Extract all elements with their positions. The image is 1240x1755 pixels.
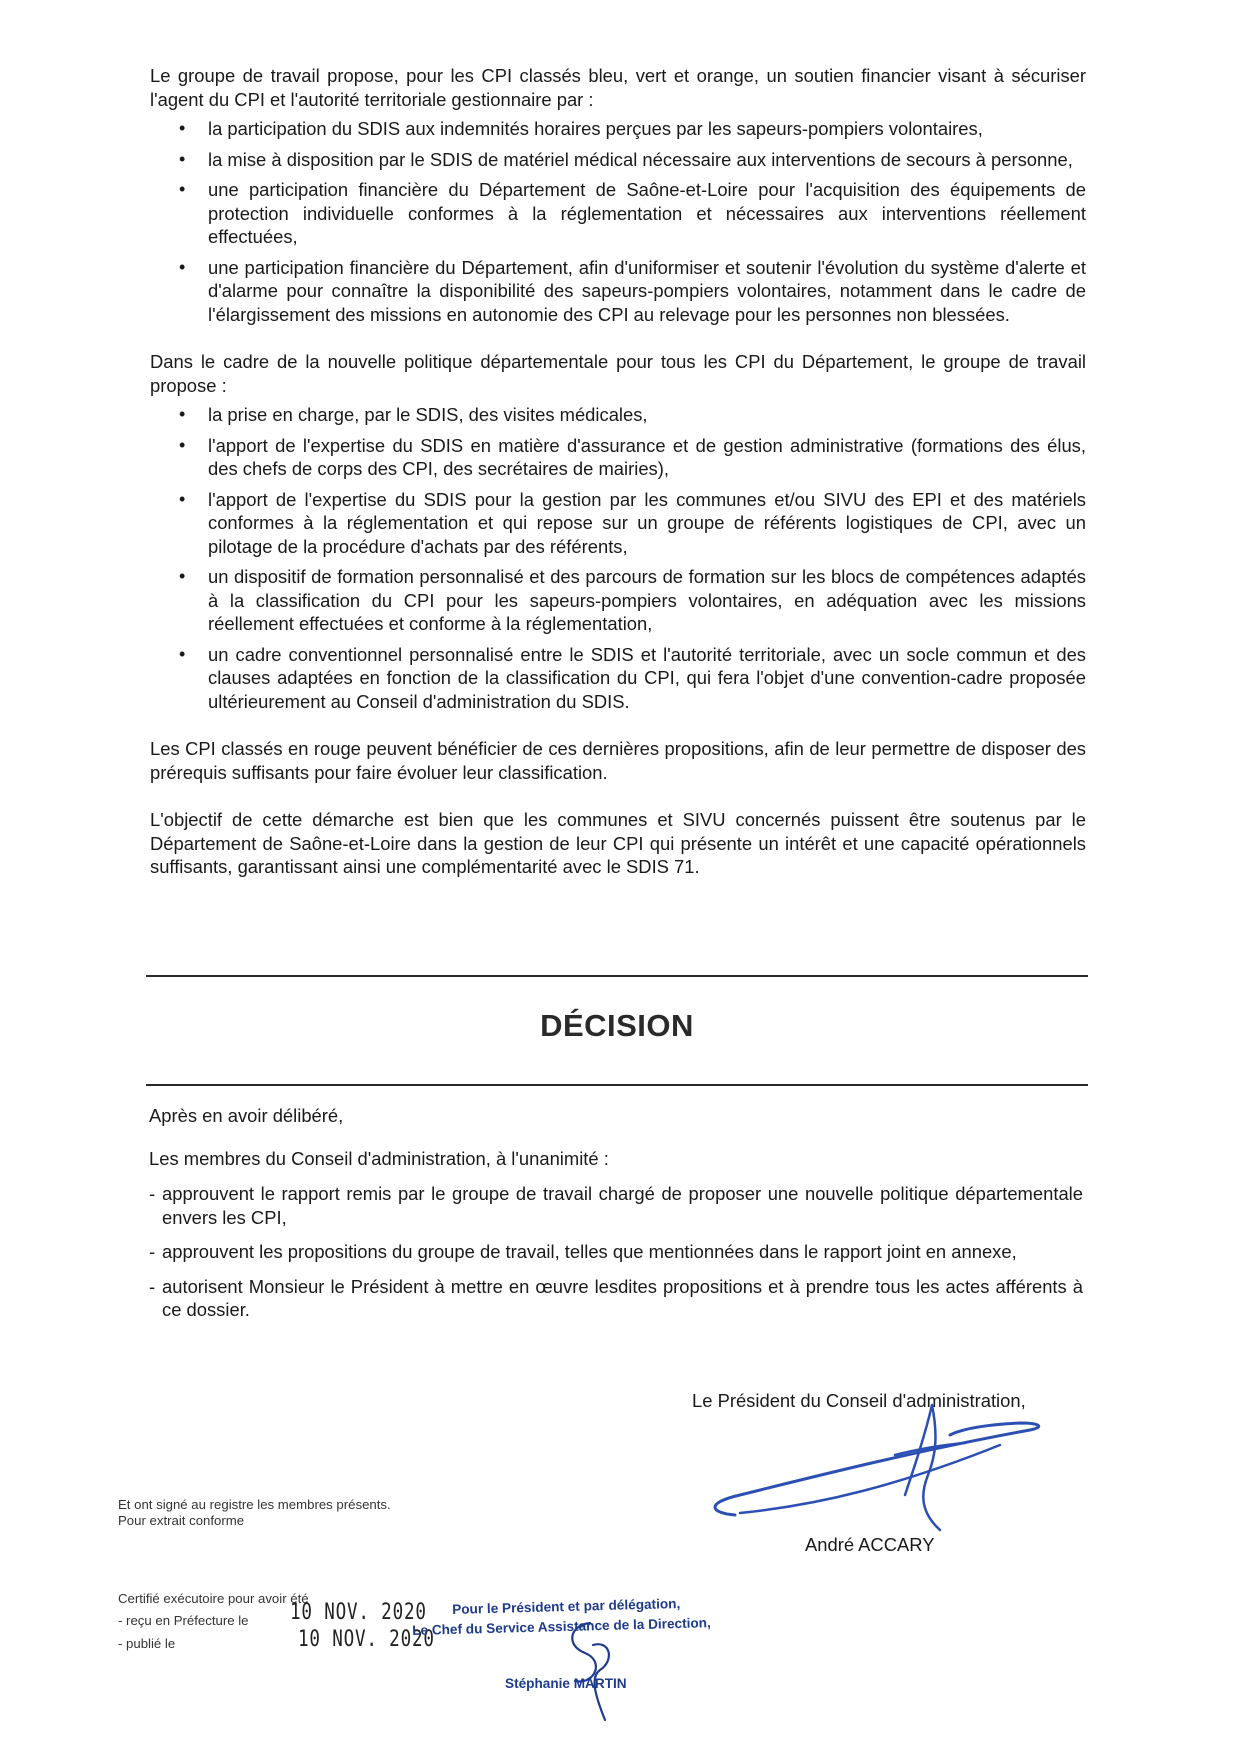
dash-marker: -	[149, 1183, 156, 1204]
list-item: • un cadre conventionnel personnalisé entre le SDIS et l'autorité territoriale, avec un socle commun et des clauses adaptées en fonction de la classification du CPI, qui fera l'objet d'une convention-cadre proposée ultérieurement au Conseil d'administration du SDIS.	[150, 643, 1086, 714]
objective-paragraph: L'objectif de cette démarche est bien que les communes et SIVU concernés puissent être soutenus par le Département de Saône-et-Loire dans la gestion de leur CPI qui présente un intérêt et une capacité opérationnels suffisants, garantissant ainsi une complémentarité avec le SDIS 71.	[150, 809, 1086, 877]
date-received-stamp: 10 NOV. 2020	[290, 1600, 427, 1625]
report-body	[150, 64, 1086, 903]
decision-item	[149, 1182, 1083, 1229]
list-item: • une participation financière du Département, afin d'uniformiser et soutenir l'évolution du système d'alerte et d'alarme pour connaître la disponibilité des sapeurs-pompiers volontaires, notamment dans le cadre de l'élargissement des missions en autonomie des CPI au relevage pour les personnes non blessées.	[150, 256, 1086, 327]
intro-paragraph: Le groupe de travail propose, pour les CPI classés bleu, vert et orange, un soutien financier visant à sécuriser l'agent du CPI et l'autorité territoriale gestionnaire par :	[150, 65, 1086, 110]
delegate-name-stamp: Stéphanie MARTIN	[505, 1676, 627, 1691]
policy-list	[150, 403, 1086, 713]
published-line: - publié le	[118, 1636, 176, 1651]
decision-body	[149, 1104, 1083, 1333]
list-item: • l'apport de l'expertise du SDIS en matière d'assurance et de gestion administrative (formations des élus, des chefs de corps des CPI, des secrétaires de mairies),	[150, 434, 1086, 481]
dash-marker: -	[149, 1241, 156, 1262]
decision-item	[149, 1275, 1083, 1322]
dash-marker: -	[149, 1275, 156, 1297]
list-item: • la participation du SDIS aux indemnités horaires perçues par les sapeurs-pompiers volontaires,	[150, 117, 1086, 141]
intro-list	[150, 117, 1086, 326]
red-cpi-paragraph: Les CPI classés en rouge peuvent bénéficier de ces dernières propositions, afin de leur permettre de disposer des prérequis suffisants pour faire évoluer leur classification.	[150, 738, 1086, 783]
signed-register-note	[118, 1497, 391, 1529]
extract-line: Pour extrait conforme	[118, 1513, 245, 1528]
president-signature	[700, 1395, 1060, 1535]
deliberated-line: Après en avoir délibéré,	[149, 1105, 344, 1126]
decision-title: DÉCISION	[540, 1008, 694, 1043]
decision-item-text: approuvent le rapport remis par le groupe de travail chargé de proposer une nouvelle politique départementale envers les CPI,	[162, 1183, 1083, 1228]
list-item: • l'apport de l'expertise du SDIS pour la gestion par les communes et/ou SIVU des EPI et des matériels conformes à la réglementation et qui repose sur un groupe de référents logistiques de CPI, avec un pilotage de la procédure d'achats par des référents,	[150, 488, 1086, 559]
list-item: • un dispositif de formation personnalisé et des parcours de formation sur les blocs de compétences adaptés à la classification du CPI pour les sapeurs-pompiers volontaires, en adéquation avec les missions réellement effectuées et conforme à la réglementation,	[150, 565, 1086, 636]
delegate-signature	[545, 1615, 645, 1725]
list-item: • la mise à disposition par le SDIS de matériel médical nécessaire aux interventions de secours à personne,	[150, 148, 1086, 172]
delegation-stamp-line1: Pour le Président et par délégation,	[452, 1596, 681, 1617]
divider-top	[146, 975, 1088, 977]
date-published-stamp: 10 NOV. 2020	[298, 1627, 435, 1652]
received-line: - reçu en Préfecture le	[118, 1613, 249, 1628]
president-title: Le Président du Conseil d'administration,	[692, 1390, 1026, 1411]
decision-item-text: approuvent les propositions du groupe de travail, telles que mentionnées dans le rapport joint en annexe,	[162, 1241, 1017, 1262]
members-line: Les membres du Conseil d'administration, à l'unanimité :	[149, 1147, 609, 1169]
signed-line: Et ont signé au registre les membres présents.	[118, 1497, 391, 1512]
policy-paragraph: Dans le cadre de la nouvelle politique départementale pour tous les CPI du Département, le groupe de travail propose :	[150, 351, 1086, 396]
delegation-stamp-line2: Le Chef du Service Assistance de la Direction,	[412, 1615, 711, 1638]
president-name: André ACCARY	[805, 1534, 935, 1555]
decision-item	[149, 1240, 1083, 1264]
divider-bottom	[146, 1084, 1088, 1086]
decision-item-text: autorisent Monsieur le Président à mettre en œuvre lesdites propositions et à prendre tous les actes afférents à ce dossier.	[162, 1275, 1083, 1320]
list-item: • la prise en charge, par le SDIS, des visites médicales,	[150, 403, 1086, 427]
list-item: • une participation financière du Département de Saône-et-Loire pour l'acquisition des équipements de protection individuelle conformes à la réglementation et nécessaires aux interventions réellement effectuées,	[150, 178, 1086, 249]
certified-line: Certifié exécutoire pour avoir été	[118, 1591, 309, 1606]
